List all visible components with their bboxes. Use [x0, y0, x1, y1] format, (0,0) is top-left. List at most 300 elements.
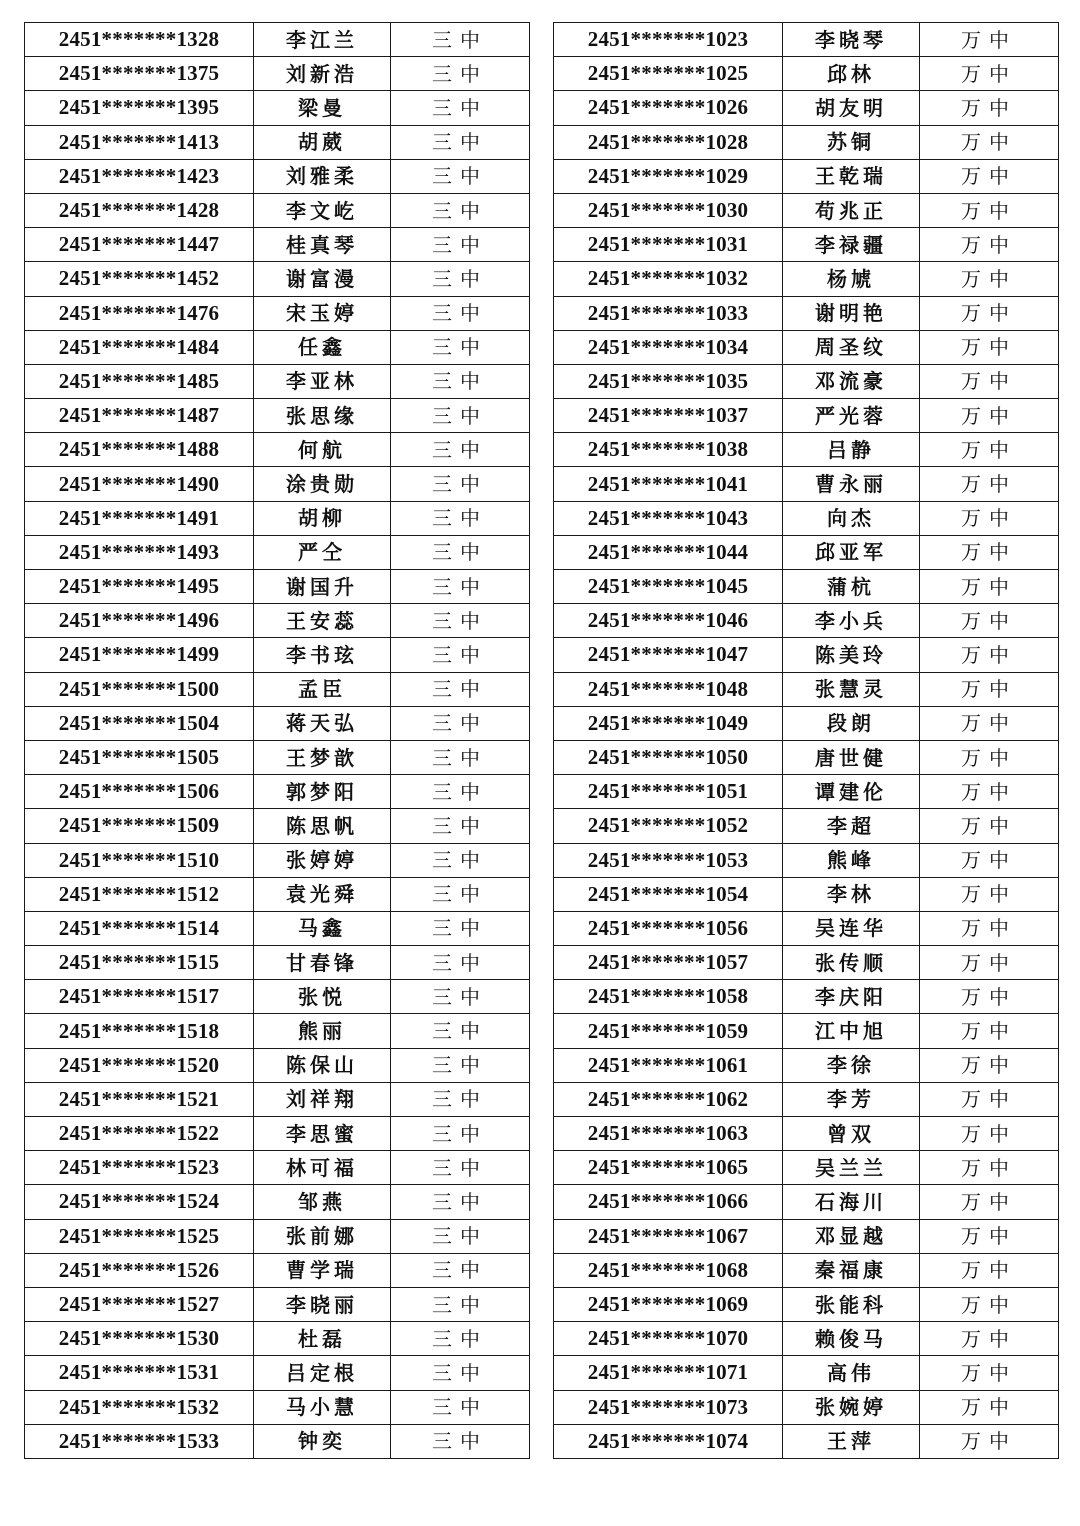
student-name-cell: 林可福	[254, 1151, 391, 1185]
table-row	[25, 706, 530, 740]
student-name-cell: 苏铜	[783, 125, 920, 159]
table-row	[25, 980, 530, 1014]
school-cell: 三中	[391, 125, 530, 159]
school-cell: 三中	[391, 946, 530, 980]
student-id-cell: 2451*******1499	[25, 638, 254, 672]
student-id-cell: 2451*******1038	[554, 433, 783, 467]
student-id-cell: 2451*******1049	[554, 706, 783, 740]
table-row	[25, 843, 530, 877]
student-id-cell: 2451*******1521	[25, 1082, 254, 1116]
table-row	[25, 1082, 530, 1116]
student-name-cell: 孟臣	[254, 672, 391, 706]
student-name-cell: 李超	[783, 809, 920, 843]
student-name-cell: 王乾瑞	[783, 159, 920, 193]
student-name-cell: 马小慧	[254, 1390, 391, 1424]
student-name-cell: 李徐	[783, 1048, 920, 1082]
student-id-cell: 2451*******1043	[554, 501, 783, 535]
table-row	[25, 1253, 530, 1287]
school-cell: 三中	[391, 1082, 530, 1116]
school-cell: 万中	[920, 570, 1059, 604]
school-cell: 万中	[920, 364, 1059, 398]
student-name-cell: 张悦	[254, 980, 391, 1014]
table-row	[554, 91, 1059, 125]
student-id-cell: 2451*******1496	[25, 604, 254, 638]
table-row	[25, 809, 530, 843]
table-row	[25, 1356, 530, 1390]
school-cell: 万中	[920, 125, 1059, 159]
school-cell: 三中	[391, 638, 530, 672]
student-id-cell: 2451*******1520	[25, 1048, 254, 1082]
table-row	[554, 501, 1059, 535]
school-cell: 三中	[391, 1048, 530, 1082]
student-id-cell: 2451*******1070	[554, 1322, 783, 1356]
student-id-cell: 2451*******1025	[554, 57, 783, 91]
table-row	[25, 1390, 530, 1424]
student-id-cell: 2451*******1050	[554, 740, 783, 774]
school-cell: 三中	[391, 672, 530, 706]
table-row	[25, 1424, 530, 1458]
school-cell: 三中	[391, 433, 530, 467]
student-name-cell: 周圣纹	[783, 330, 920, 364]
table-row	[25, 911, 530, 945]
student-id-cell: 2451*******1047	[554, 638, 783, 672]
student-id-cell: 2451*******1484	[25, 330, 254, 364]
student-name-cell: 李庆阳	[783, 980, 920, 1014]
student-id-cell: 2451*******1533	[25, 1424, 254, 1458]
student-name-cell: 胡葳	[254, 125, 391, 159]
student-name-cell: 石海川	[783, 1185, 920, 1219]
student-id-cell: 2451*******1522	[25, 1117, 254, 1151]
table-row	[25, 604, 530, 638]
table-row	[25, 1219, 530, 1253]
table-row	[25, 330, 530, 364]
student-id-cell: 2451*******1037	[554, 399, 783, 433]
student-name-cell: 曾双	[783, 1117, 920, 1151]
student-id-cell: 2451*******1062	[554, 1082, 783, 1116]
student-name-cell: 邹燕	[254, 1185, 391, 1219]
student-name-cell: 李晓丽	[254, 1287, 391, 1321]
school-cell: 万中	[920, 911, 1059, 945]
student-name-cell: 段朗	[783, 706, 920, 740]
student-id-cell: 2451*******1031	[554, 228, 783, 262]
school-cell: 三中	[391, 1322, 530, 1356]
student-id-cell: 2451*******1033	[554, 296, 783, 330]
student-name-cell: 邓显越	[783, 1219, 920, 1253]
student-id-cell: 2451*******1066	[554, 1185, 783, 1219]
roster-table-left-body	[25, 23, 530, 1459]
table-row	[25, 228, 530, 262]
student-name-cell: 李禄疆	[783, 228, 920, 262]
table-row	[25, 193, 530, 227]
student-name-cell: 陈美玲	[783, 638, 920, 672]
table-row	[554, 604, 1059, 638]
student-id-cell: 2451*******1476	[25, 296, 254, 330]
school-cell: 三中	[391, 1356, 530, 1390]
school-cell: 万中	[920, 91, 1059, 125]
student-id-cell: 2451*******1030	[554, 193, 783, 227]
student-id-cell: 2451*******1051	[554, 775, 783, 809]
school-cell: 万中	[920, 1048, 1059, 1082]
student-id-cell: 2451*******1071	[554, 1356, 783, 1390]
student-name-cell: 宋玉婷	[254, 296, 391, 330]
student-id-cell: 2451*******1491	[25, 501, 254, 535]
student-name-cell: 曹学瑞	[254, 1253, 391, 1287]
school-cell: 万中	[920, 193, 1059, 227]
student-id-cell: 2451*******1023	[554, 23, 783, 57]
school-cell: 三中	[391, 159, 530, 193]
table-row	[554, 570, 1059, 604]
table-row	[25, 1185, 530, 1219]
student-id-cell: 2451*******1054	[554, 877, 783, 911]
table-row	[554, 809, 1059, 843]
student-name-cell: 桂真琴	[254, 228, 391, 262]
table-row	[25, 638, 530, 672]
student-id-cell: 2451*******1413	[25, 125, 254, 159]
table-row	[554, 911, 1059, 945]
student-id-cell: 2451*******1495	[25, 570, 254, 604]
school-cell: 三中	[391, 364, 530, 398]
student-id-cell: 2451*******1048	[554, 672, 783, 706]
school-cell: 三中	[391, 193, 530, 227]
table-row	[554, 1356, 1059, 1390]
student-id-cell: 2451*******1032	[554, 262, 783, 296]
table-row	[25, 467, 530, 501]
table-row	[554, 159, 1059, 193]
student-id-cell: 2451*******1059	[554, 1014, 783, 1048]
table-row	[25, 672, 530, 706]
table-row	[25, 1014, 530, 1048]
table-row	[554, 399, 1059, 433]
school-cell: 万中	[920, 604, 1059, 638]
student-id-cell: 2451*******1525	[25, 1219, 254, 1253]
school-cell: 三中	[391, 980, 530, 1014]
student-name-cell: 江中旭	[783, 1014, 920, 1048]
table-row	[554, 740, 1059, 774]
student-name-cell: 刘新浩	[254, 57, 391, 91]
school-cell: 三中	[391, 228, 530, 262]
school-cell: 万中	[920, 159, 1059, 193]
roster-table-left	[24, 22, 530, 1459]
school-cell: 三中	[391, 1390, 530, 1424]
table-row	[554, 706, 1059, 740]
roster-table-right	[553, 22, 1059, 1459]
table-row	[25, 296, 530, 330]
student-id-cell: 2451*******1530	[25, 1322, 254, 1356]
table-row	[554, 193, 1059, 227]
student-id-cell: 2451*******1504	[25, 706, 254, 740]
table-row	[25, 1151, 530, 1185]
student-name-cell: 吕静	[783, 433, 920, 467]
student-name-cell: 陈思帆	[254, 809, 391, 843]
table-row	[25, 262, 530, 296]
school-cell: 三中	[391, 501, 530, 535]
table-row	[554, 672, 1059, 706]
student-name-cell: 李林	[783, 877, 920, 911]
student-name-cell: 吴兰兰	[783, 1151, 920, 1185]
table-row	[554, 980, 1059, 1014]
table-row	[554, 535, 1059, 569]
table-row	[554, 23, 1059, 57]
student-name-cell: 蒲杭	[783, 570, 920, 604]
student-id-cell: 2451*******1053	[554, 843, 783, 877]
school-cell: 万中	[920, 843, 1059, 877]
school-cell: 万中	[920, 467, 1059, 501]
student-id-cell: 2451*******1056	[554, 911, 783, 945]
student-name-cell: 马鑫	[254, 911, 391, 945]
school-cell: 万中	[920, 1253, 1059, 1287]
table-row	[25, 946, 530, 980]
school-cell: 三中	[391, 399, 530, 433]
table-row	[25, 535, 530, 569]
table-row	[25, 91, 530, 125]
student-name-cell: 任鑫	[254, 330, 391, 364]
table-row	[25, 57, 530, 91]
school-cell: 三中	[391, 330, 530, 364]
table-row	[25, 1117, 530, 1151]
student-name-cell: 秦福康	[783, 1253, 920, 1287]
student-id-cell: 2451*******1041	[554, 467, 783, 501]
student-name-cell: 甘春锋	[254, 946, 391, 980]
table-row	[554, 1219, 1059, 1253]
table-row	[25, 433, 530, 467]
table-row	[554, 125, 1059, 159]
student-name-cell: 吕定根	[254, 1356, 391, 1390]
school-cell: 三中	[391, 1117, 530, 1151]
table-row	[25, 125, 530, 159]
school-cell: 万中	[920, 1082, 1059, 1116]
school-cell: 三中	[391, 91, 530, 125]
student-name-cell: 杜磊	[254, 1322, 391, 1356]
student-name-cell: 张思缘	[254, 399, 391, 433]
school-cell: 三中	[391, 775, 530, 809]
school-cell: 万中	[920, 1322, 1059, 1356]
student-name-cell: 李晓琴	[783, 23, 920, 57]
school-cell: 万中	[920, 980, 1059, 1014]
student-id-cell: 2451*******1527	[25, 1287, 254, 1321]
table-row	[554, 364, 1059, 398]
school-cell: 三中	[391, 843, 530, 877]
student-name-cell: 蒋天弘	[254, 706, 391, 740]
student-id-cell: 2451*******1029	[554, 159, 783, 193]
school-cell: 万中	[920, 1117, 1059, 1151]
student-name-cell: 刘祥翔	[254, 1082, 391, 1116]
student-id-cell: 2451*******1531	[25, 1356, 254, 1390]
student-id-cell: 2451*******1067	[554, 1219, 783, 1253]
table-row	[554, 433, 1059, 467]
student-name-cell: 张传顺	[783, 946, 920, 980]
school-cell: 三中	[391, 706, 530, 740]
student-id-cell: 2451*******1490	[25, 467, 254, 501]
table-row	[25, 1048, 530, 1082]
table-row	[25, 364, 530, 398]
student-name-cell: 陈保山	[254, 1048, 391, 1082]
student-name-cell: 李江兰	[254, 23, 391, 57]
student-id-cell: 2451*******1423	[25, 159, 254, 193]
student-name-cell: 向杰	[783, 501, 920, 535]
student-name-cell: 邱亚军	[783, 535, 920, 569]
school-cell: 万中	[920, 740, 1059, 774]
student-name-cell: 苟兆正	[783, 193, 920, 227]
student-id-cell: 2451*******1069	[554, 1287, 783, 1321]
student-name-cell: 梁曼	[254, 91, 391, 125]
student-name-cell: 王萍	[783, 1424, 920, 1458]
school-cell: 万中	[920, 1356, 1059, 1390]
school-cell: 三中	[391, 262, 530, 296]
table-row	[25, 159, 530, 193]
school-cell: 三中	[391, 467, 530, 501]
student-id-cell: 2451*******1028	[554, 125, 783, 159]
student-name-cell: 谢国升	[254, 570, 391, 604]
school-cell: 三中	[391, 570, 530, 604]
school-cell: 万中	[920, 228, 1059, 262]
student-name-cell: 胡友明	[783, 91, 920, 125]
table-row	[554, 1117, 1059, 1151]
school-cell: 万中	[920, 946, 1059, 980]
table-row	[554, 228, 1059, 262]
table-row	[554, 1185, 1059, 1219]
table-row	[554, 262, 1059, 296]
school-cell: 万中	[920, 1151, 1059, 1185]
school-cell: 三中	[391, 1424, 530, 1458]
student-name-cell: 胡柳	[254, 501, 391, 535]
table-row	[554, 330, 1059, 364]
school-cell: 万中	[920, 501, 1059, 535]
school-cell: 三中	[391, 604, 530, 638]
table-row	[554, 1082, 1059, 1116]
table-row	[554, 296, 1059, 330]
school-cell: 万中	[920, 23, 1059, 57]
school-cell: 万中	[920, 775, 1059, 809]
student-name-cell: 刘雅柔	[254, 159, 391, 193]
table-row	[554, 1048, 1059, 1082]
student-name-cell: 何航	[254, 433, 391, 467]
table-row	[554, 1253, 1059, 1287]
student-id-cell: 2451*******1044	[554, 535, 783, 569]
student-id-cell: 2451*******1068	[554, 1253, 783, 1287]
table-row	[25, 775, 530, 809]
student-name-cell: 严光蓉	[783, 399, 920, 433]
student-name-cell: 李书玹	[254, 638, 391, 672]
student-id-cell: 2451*******1428	[25, 193, 254, 227]
student-name-cell: 邱林	[783, 57, 920, 91]
school-cell: 三中	[391, 911, 530, 945]
student-id-cell: 2451*******1375	[25, 57, 254, 91]
school-cell: 万中	[920, 1185, 1059, 1219]
school-cell: 万中	[920, 1424, 1059, 1458]
table-row	[25, 1322, 530, 1356]
roster-table-right-body	[554, 23, 1059, 1459]
table-row	[554, 1151, 1059, 1185]
student-id-cell: 2451*******1073	[554, 1390, 783, 1424]
table-row	[554, 1287, 1059, 1321]
student-name-cell: 杨虓	[783, 262, 920, 296]
student-id-cell: 2451*******1052	[554, 809, 783, 843]
student-name-cell: 熊峰	[783, 843, 920, 877]
student-id-cell: 2451*******1512	[25, 877, 254, 911]
school-cell: 万中	[920, 877, 1059, 911]
student-id-cell: 2451*******1493	[25, 535, 254, 569]
student-name-cell: 李芳	[783, 1082, 920, 1116]
school-cell: 三中	[391, 1185, 530, 1219]
school-cell: 万中	[920, 706, 1059, 740]
student-name-cell: 高伟	[783, 1356, 920, 1390]
student-id-cell: 2451*******1488	[25, 433, 254, 467]
student-id-cell: 2451*******1518	[25, 1014, 254, 1048]
school-cell: 三中	[391, 535, 530, 569]
student-name-cell: 谢明艳	[783, 296, 920, 330]
school-cell: 万中	[920, 399, 1059, 433]
student-name-cell: 张慧灵	[783, 672, 920, 706]
student-id-cell: 2451*******1063	[554, 1117, 783, 1151]
student-name-cell: 李思蜜	[254, 1117, 391, 1151]
student-id-cell: 2451*******1045	[554, 570, 783, 604]
school-cell: 万中	[920, 672, 1059, 706]
school-cell: 三中	[391, 740, 530, 774]
student-name-cell: 谢富漫	[254, 262, 391, 296]
student-id-cell: 2451*******1035	[554, 364, 783, 398]
table-row	[554, 877, 1059, 911]
table-row	[25, 570, 530, 604]
student-id-cell: 2451*******1532	[25, 1390, 254, 1424]
student-id-cell: 2451*******1515	[25, 946, 254, 980]
student-id-cell: 2451*******1526	[25, 1253, 254, 1287]
table-row	[554, 1390, 1059, 1424]
student-id-cell: 2451*******1452	[25, 262, 254, 296]
student-name-cell: 邓流豪	[783, 364, 920, 398]
student-name-cell: 谭建伦	[783, 775, 920, 809]
school-cell: 万中	[920, 1014, 1059, 1048]
student-id-cell: 2451*******1057	[554, 946, 783, 980]
student-name-cell: 严仝	[254, 535, 391, 569]
table-row	[554, 1322, 1059, 1356]
student-name-cell: 王梦歆	[254, 740, 391, 774]
student-id-cell: 2451*******1506	[25, 775, 254, 809]
table-row	[554, 843, 1059, 877]
student-id-cell: 2451*******1500	[25, 672, 254, 706]
student-name-cell: 袁光舜	[254, 877, 391, 911]
table-row	[25, 23, 530, 57]
school-cell: 三中	[391, 877, 530, 911]
student-name-cell: 张婉婷	[783, 1390, 920, 1424]
school-cell: 万中	[920, 1390, 1059, 1424]
student-id-cell: 2451*******1487	[25, 399, 254, 433]
student-id-cell: 2451*******1395	[25, 91, 254, 125]
school-cell: 万中	[920, 433, 1059, 467]
table-row	[25, 1287, 530, 1321]
student-id-cell: 2451*******1523	[25, 1151, 254, 1185]
student-name-cell: 张婷婷	[254, 843, 391, 877]
student-name-cell: 张能科	[783, 1287, 920, 1321]
student-name-cell: 张前娜	[254, 1219, 391, 1253]
school-cell: 万中	[920, 638, 1059, 672]
school-cell: 万中	[920, 262, 1059, 296]
school-cell: 三中	[391, 1287, 530, 1321]
table-row	[554, 1014, 1059, 1048]
table-row	[554, 946, 1059, 980]
student-id-cell: 2451*******1447	[25, 228, 254, 262]
student-id-cell: 2451*******1034	[554, 330, 783, 364]
student-name-cell: 王安蕊	[254, 604, 391, 638]
student-id-cell: 2451*******1074	[554, 1424, 783, 1458]
student-name-cell: 曹永丽	[783, 467, 920, 501]
table-row	[25, 740, 530, 774]
student-name-cell: 涂贵勋	[254, 467, 391, 501]
student-name-cell: 唐世健	[783, 740, 920, 774]
table-row	[25, 501, 530, 535]
student-id-cell: 2451*******1065	[554, 1151, 783, 1185]
student-name-cell: 李文屹	[254, 193, 391, 227]
table-row	[554, 638, 1059, 672]
